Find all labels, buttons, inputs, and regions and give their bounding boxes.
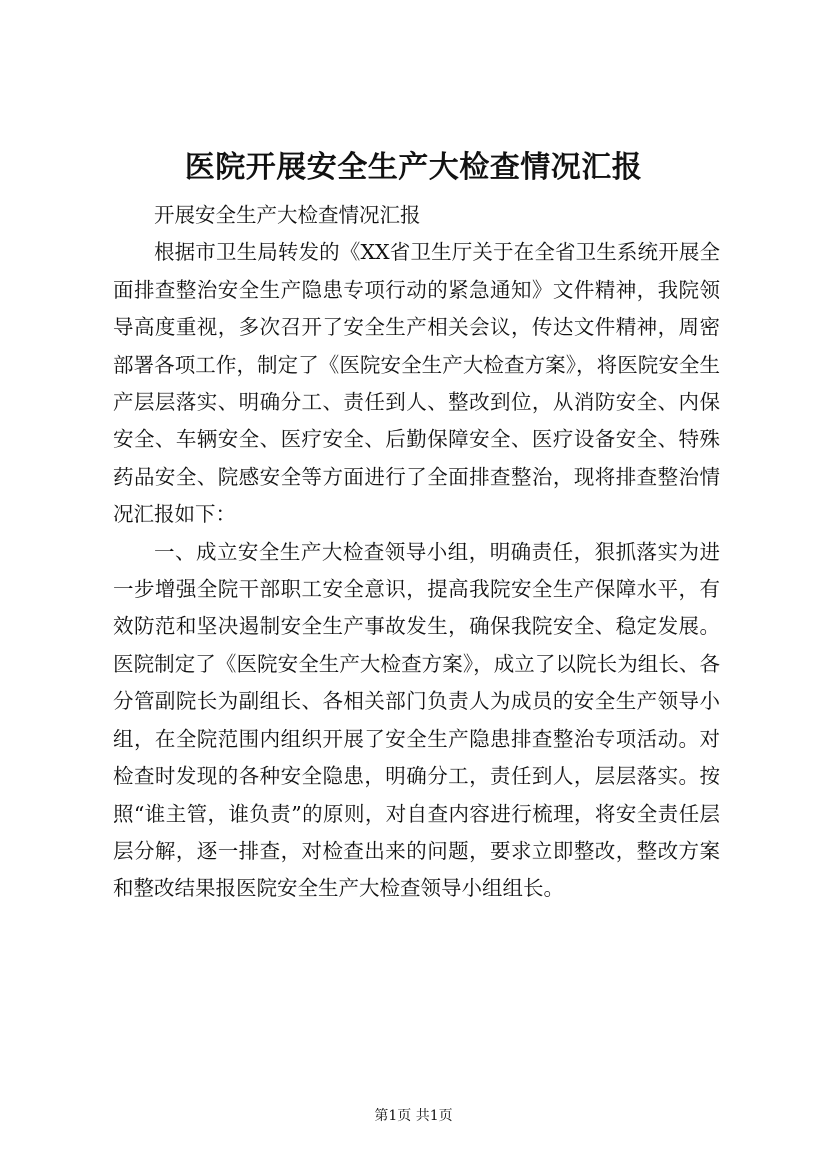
document-title: 医院开展安全生产大检查情况汇报: [184, 150, 643, 185]
page-footer: 第1页 共1页: [374, 1108, 453, 1124]
intro-paragraph: 根据市卫生局转发的《XX省卫生厅关于在全省卫生系统开展全面排查整治安全生产隐患专项行动的紧急通知》文件精神，我院领导高度重视，多次召开了安全生产相关会议，传达文件精神，周密部署各项工作，制定了《医院安全生产大检查方案》，将医院安全生产层层落实、明确分工、责任到人、整改到位，从消防安全、内保安全、车辆安全、医疗安全、后勤保障安全、医疗设备安全、特殊药品安全、院感安全等方面进行了全面排查整治，现将排查整治情况汇报如下：: [113, 240, 720, 527]
subtitle-paragraph: 开展安全生产大检查情况汇报: [154, 203, 421, 227]
section-one-paragraph: 一、成立安全生产大检查领导小组，明确责任，狠抓落实为进一步增强全院干部职工安全意识，提高我院安全生产保障水平，有效防范和坚决遏制安全生产事故发生，确保我院安全、稳定发展。医院制定了《医院安全生产大检查方案》，成立了以院长为组长、各分管副院长为副组长、各相关部门负责人为成员的安全生产领导小组，在全院范围内组织开展了安全生产隐患排查整治专项活动。对检查时发现的各种安全隐患，明确分工，责任到人，层层落实。按照“谁主管，谁负责”的原则，对自查内容进行梳理，将安全责任层层分解，逐一排查，对检查出来的问题，要求立即整改，整改方案和整改结果报医院安全生产大检查领导小组组长。: [113, 539, 720, 901]
document-body: [113, 197, 720, 908]
